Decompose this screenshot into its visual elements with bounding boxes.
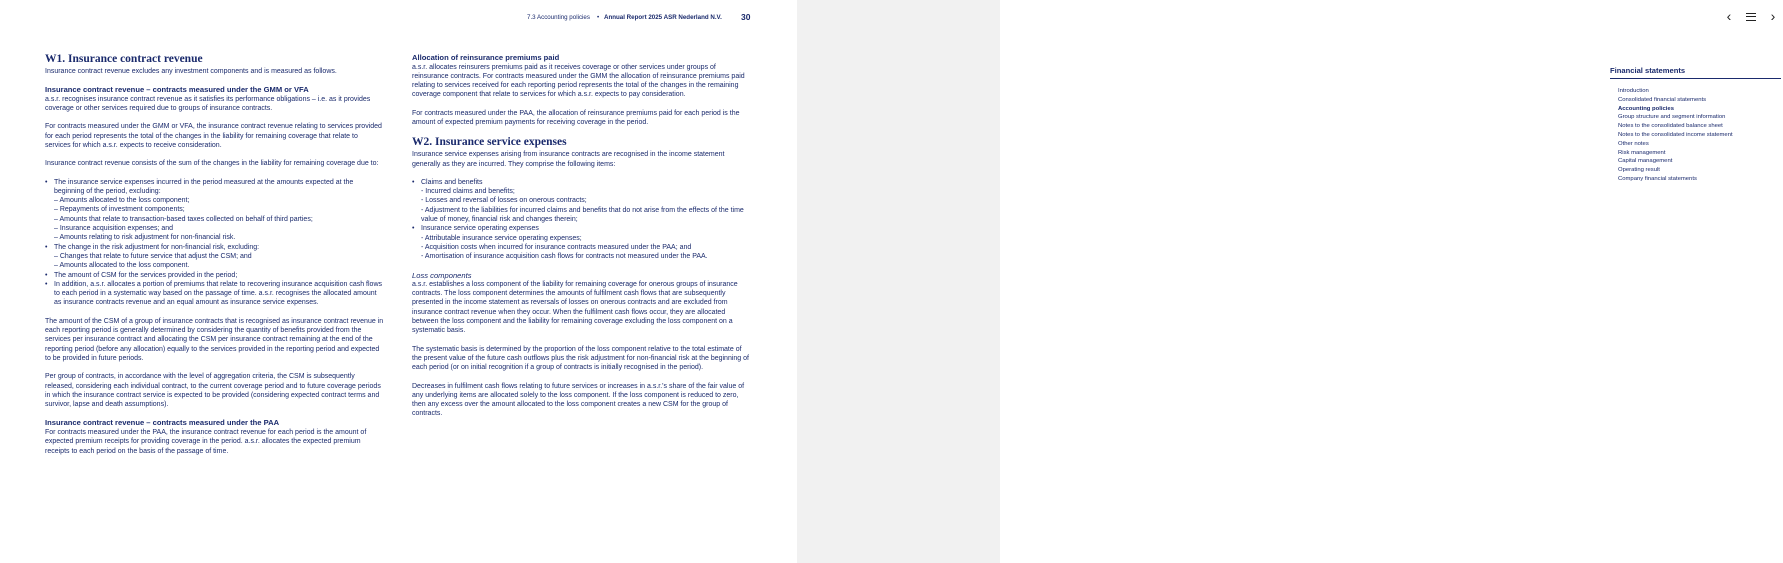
loss-components-heading: Loss components xyxy=(412,270,472,280)
w2-intro: Insurance service expenses arising from insurance contracts are recognised in the income statement generally as they are incurred. They comprise the following items: xyxy=(412,151,725,168)
list-subitem: – Amounts that relate to transaction-based taxes collected on behalf of third parties; xyxy=(54,215,313,223)
loss-paragraph-1: a.s.r. establishes a loss component of the liability for remaining coverage for onerous groups of insurance contracts. The loss component determines the amounts of fulfilment cash flows that are subsequently presented in the income statement as reversals of losses on onerous contracts and are excluded from insurance contract revenue when they occur. When the fulfilment cash flows occur, they are allocated between the loss component and the liability for remaining coverage excluding the loss component on a systematic basis. xyxy=(412,280,738,335)
document-page xyxy=(0,0,797,563)
toc-item-operating-result[interactable]: Operating result xyxy=(1618,167,1660,174)
list-item: • In addition, a.s.r. allocates a portion of premiums that relate to recovering insurance acquisition cash flows to each period in a systematic way based on the passage of time. a.s.r. recognises the allocated amount as insurance contracts revenue and an equal amount as insurance service expenses. xyxy=(45,280,385,308)
list-subitem: - Losses and reversal of losses on onerous contracts; xyxy=(421,197,587,205)
revenue-components-list xyxy=(45,178,385,308)
list-subitem: – Amounts relating to risk adjustment for non-financial risk. xyxy=(54,234,236,242)
header-section[interactable]: 7.3 Accounting policies xyxy=(527,14,590,21)
gmm-vfa-heading: Insurance contract revenue – contracts measured under the GMM or VFA xyxy=(45,85,309,95)
list-subitem: – Insurance acquisition expenses; and xyxy=(54,225,174,233)
list-subitem: - Amortisation of insurance acquisition cash flows for contracts not measured under the PAA. xyxy=(421,253,708,261)
right-column xyxy=(412,53,752,428)
header-report-title: Annual Report 2025 ASR Nederland N.V. xyxy=(604,14,722,21)
list-item: • The amount of CSM for the services provided in the period; xyxy=(45,271,385,280)
loss-paragraph-2: The systematic basis is determined by the proportion of the loss component relative to the total estimate of the present value of the future cash outflows plus the risk adjustment for non-financial risk at the beginning of each period (or on initial recognition if a group of contracts is initially recognised in the period). xyxy=(412,345,749,372)
aggregation-paragraph: Per group of contracts, in accordance with the level of aggregation criteria, the CSM is subsequently released, considering each individual contract, to the current coverage period and to future coverage periods in which the insurance contract service is expected to be provided (considering expected contract terms and survivor, lapse and death assumptions). xyxy=(45,373,381,409)
loss-paragraph-3: Decreases in fulfilment cash flows relating to future services or increases in a.s.r.'s share of the fair value of any underlying items are allocated solely to the loss component. If the loss component is reduced to zero, then any excess over the amount allocated to the loss component creates a new CSM for the group of contracts. xyxy=(412,382,745,418)
list-subitem: - Adjustment to the liabilities for incurred claims and benefits that do not arise from the effects of the time value of money, financial risk and changes therein; xyxy=(421,206,744,224)
expense-items-list xyxy=(412,178,752,262)
list-subitem: – Repayments of investment components; xyxy=(54,206,185,214)
toc-item-other-notes[interactable]: Other notes xyxy=(1618,140,1649,147)
gmm-paragraph-2: For contracts measured under the GMM or VFA, the insurance contract revenue relating to services provided for each period represents the total of the changes in the liability for remaining coverage that relate to services for which a.s.r. expects to receive consideration. xyxy=(45,123,382,149)
list-subitem: – Amounts allocated to the loss component; xyxy=(54,197,190,205)
list-item: • Insurance service operating expenses - Attributable insurance service operating expenses; - Acquisition costs when incurred for insurance contracts measured under the PAA; and - Amortisation of insurance acquisition cash flows for contracts not measured under the PAA. xyxy=(412,224,752,261)
sidebar xyxy=(797,0,1776,563)
paa-paragraph: For contracts measured under the PAA, the insurance contract revenue for each period is the amount of expected premium receipts for providing coverage in the period. a.s.r. allocates the expected premium receipts to each period on the basis of the passage of time. xyxy=(45,428,367,455)
gmm-paragraph-1: a.s.r. recognises insurance contract revenue as it satisfies its performance obligations – i.e. as it provides coverage or other services required due to groups of insurance contracts. xyxy=(45,95,371,113)
toc-item-company-financial-statements[interactable]: Company financial statements xyxy=(1618,175,1697,182)
csm-paragraph: The amount of the CSM of a group of insurance contracts that is recognised as insurance contract revenue in each reporting period is generally determined by considering the quantity of benefits provided from the services per insurance contract and allocating the CSM per insurance contract remaining at the end of the reporting period (before any allocation) equally to the services provided in the reporting period and expected to be provided in future periods. xyxy=(45,317,384,362)
toc-item-risk-management[interactable]: Risk management xyxy=(1618,149,1666,156)
list-item: • The change in the risk adjustment for non-financial risk, excluding: – Changes that relate to future service that adjust the CSM; and – Amounts allocated to the loss component. xyxy=(45,243,385,271)
left-column xyxy=(45,53,385,465)
toc-item-introduction[interactable]: Introduction xyxy=(1618,88,1649,94)
allocation-paragraph-1: a.s.r. allocates reinsurers premiums paid as it receives coverage or other services under groups of reinsurance contracts. For contracts measured under the GMM the allocation of reinsurance premiums paid relating to services received for each reporting period represents the total of the changes in the remaining coverage component that relate to services for which a.s.r. expects to pay consideration. xyxy=(412,63,745,99)
list-subitem: – Amounts allocated to the loss component. xyxy=(54,262,190,270)
header-separator: • xyxy=(597,14,600,21)
toc-item-consolidated-financial-statements[interactable]: Consolidated financial statements xyxy=(1618,96,1707,103)
list-subitem: - Acquisition costs when incurred for insurance contracts measured under the PAA; and xyxy=(421,243,692,251)
w1-intro: Insurance contract revenue excludes any investment components and is measured as follows. xyxy=(45,68,337,75)
allocation-heading: Allocation of reinsurance premiums paid xyxy=(412,53,560,62)
toc-item-accounting-policies[interactable]: Accounting policies xyxy=(1618,105,1674,112)
paa-heading: Insurance contract revenue – contracts measured under the PAA xyxy=(45,418,280,428)
list-subitem: – Changes that relate to future service that adjust the CSM; and xyxy=(54,252,252,260)
toc-item-notes-income-statement[interactable]: Notes to the consolidated income statement xyxy=(1618,131,1733,138)
list-item: • The insurance service expenses incurred in the period measured at the amounts expected at the beginning of the period, excluding: – Amounts allocated to the loss component; – Repayments of investment components; – Amounts that relate to transaction-based taxes collected on behalf of third parties; – Insurance acquisition expenses; and – Amounts relating to risk adjustment for non-financial risk. xyxy=(45,178,385,243)
toc-list xyxy=(1618,87,1783,184)
toc-item-capital-management[interactable]: Capital management xyxy=(1618,158,1673,165)
section-heading-w1: W1. Insurance contract revenue xyxy=(45,53,203,65)
toc-item-notes-balance-sheet[interactable]: Notes to the consolidated balance sheet xyxy=(1618,123,1723,130)
toc-item-group-structure[interactable]: Group structure and segment information xyxy=(1618,114,1726,121)
chevron-left-icon[interactable]: ‹ xyxy=(1726,8,1732,24)
list-subitem: - Attributable insurance service operating expenses; xyxy=(421,234,582,242)
toc-title[interactable]: Financial statements xyxy=(1610,66,1781,79)
list-item: • Claims and benefits - Incurred claims and benefits; - Losses and reversal of losses on onerous contracts; - Adjustment to the liabilities for incurred claims and benefits that do not arise from the effects of the time value of money, financial risk and changes therein; xyxy=(412,178,752,224)
list-subitem: - Incurred claims and benefits; xyxy=(421,188,515,196)
allocation-paragraph-2: For contracts measured under the PAA, the allocation of reinsurance premiums paid for each period is the amount of expected premium payments for receiving coverage in the period. xyxy=(412,109,740,126)
page-number: 30 xyxy=(741,12,751,22)
chevron-right-icon[interactable]: › xyxy=(1770,8,1776,24)
section-heading-w2: W2. Insurance service expenses xyxy=(412,136,567,149)
gmm-paragraph-3: Insurance contract revenue consists of the sum of the changes in the liability for remaining coverage due to: xyxy=(45,160,379,168)
menu-icon[interactable] xyxy=(1743,8,1759,24)
